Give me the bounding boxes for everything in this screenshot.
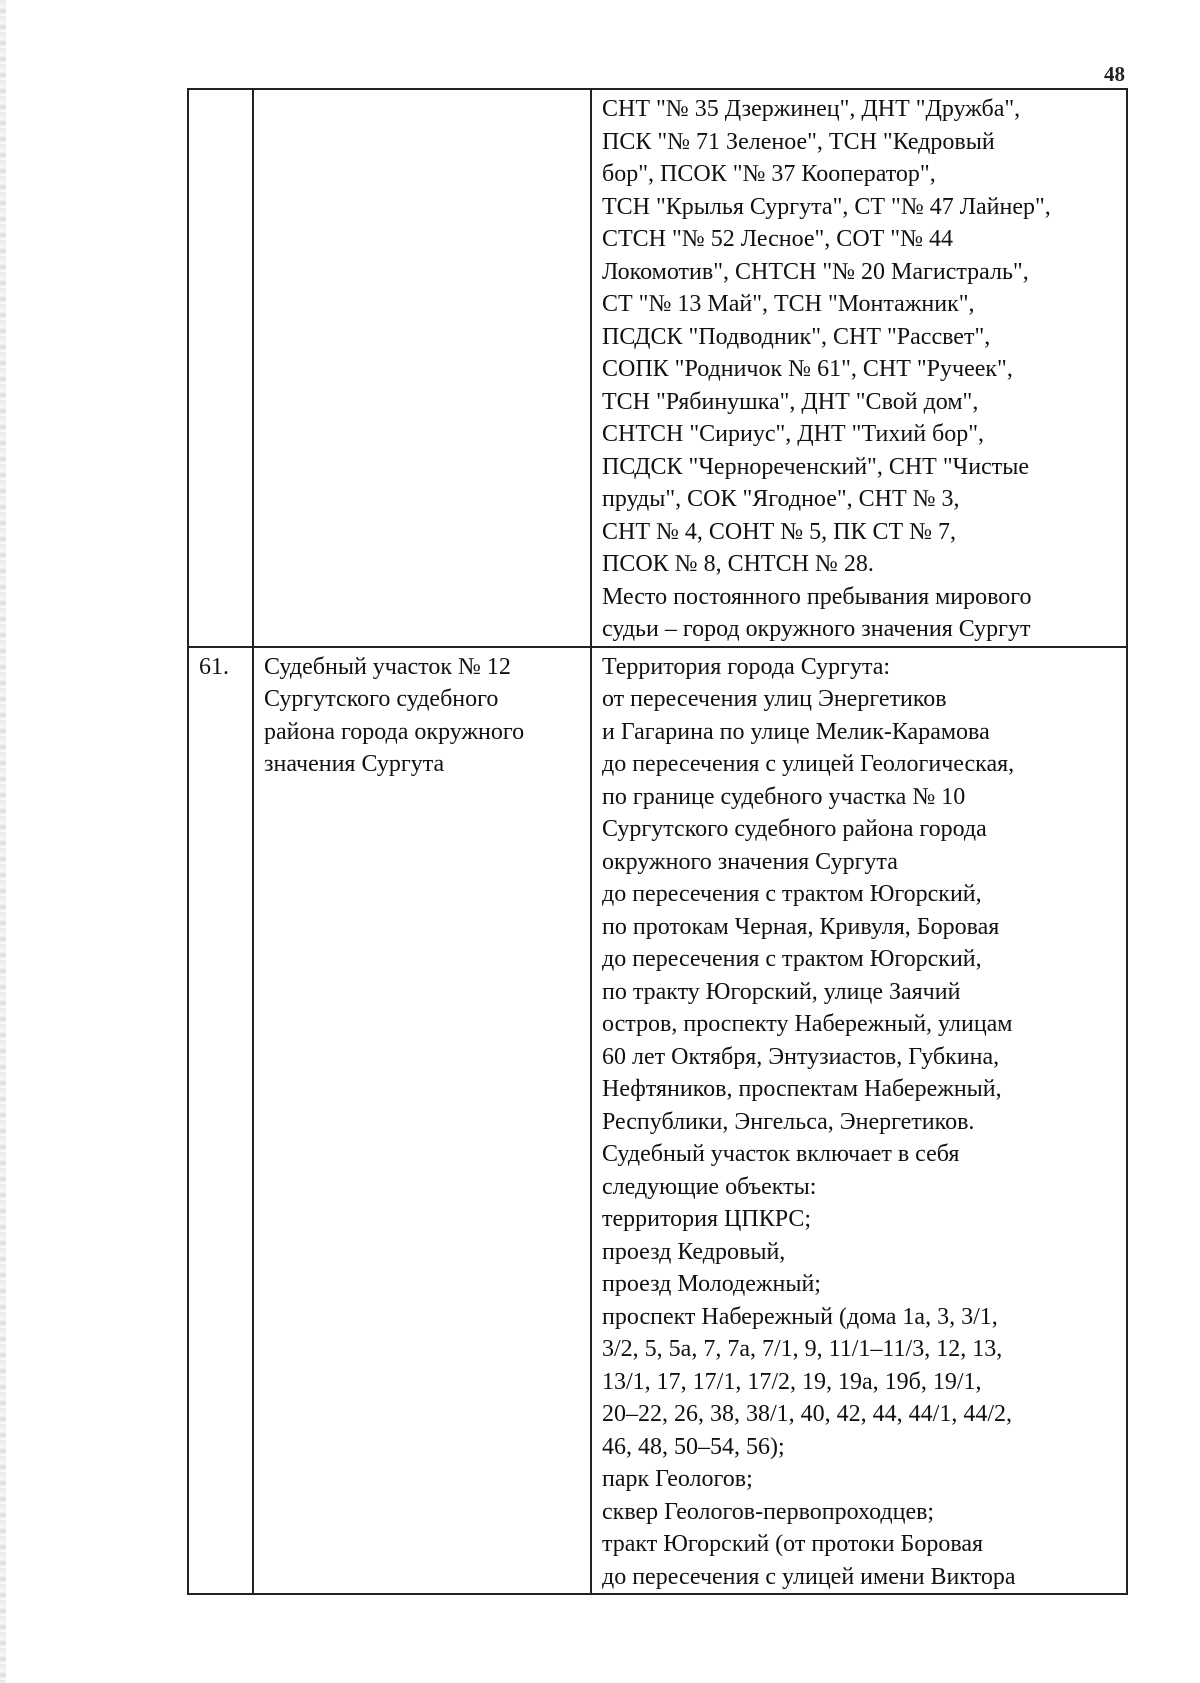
territory-line: СНТ № 4, СОНТ № 5, ПК СТ № 7, [602,518,957,545]
territory-line: сквер Геологов-первопроходцев; [602,1498,935,1525]
district-name-line: Сургутского судебного [264,686,499,712]
territory-line: пруды", СОК "Ягодное", СНТ № 3, [602,486,960,512]
territory-line: Судебный участок включает в себя [602,1141,960,1167]
scan-edge [0,0,6,1683]
row-number-cell [188,89,253,647]
territory-line: проезд Молодежный; [602,1271,821,1297]
territory-line: по тракту Югорский, улице Заячий [602,978,961,1005]
territory-line: территория ЦПКРС; [602,1206,812,1232]
territory-cell [591,89,1127,647]
territory-line: СТ "№ 13 Май", ТСН "Монтажник", [602,291,975,317]
table-row-continuation [188,89,1127,647]
court-districts-table [187,88,1128,1595]
district-name-line: Судебный участок № 12 [264,653,511,680]
territory-line: 13/1, 17, 17/1, 17/2, 19, 19а, 19б, 19/1, [602,1368,982,1395]
territory-line: остров, проспекту Набережный, улицам [602,1011,1013,1037]
territory-line: 20–22, 26, 38, 38/1, 40, 42, 44, 44/1, 44/2, [602,1401,1013,1427]
territory-line: 3/2, 5, 5а, 7, 7а, 7/1, 9, 11/1–11/3, 12, 13, [602,1336,1003,1362]
territory-line: от пересечения улиц Энергетиков [602,686,947,712]
territory-line: до пересечения с трактом Югорский, [602,881,982,907]
territory-line: ПСДСК "Подводник", СНТ "Рассвет", [602,323,991,350]
territory-line: проспект Набережный (дома 1а, 3, 3/1, [602,1303,998,1330]
territory-line: Нефтяников, проспектам Набережный, [602,1076,1002,1102]
territory-line: 60 лет Октября, Энтузиастов, Губкина, [602,1043,1000,1070]
territory-line: ПСОК № 8, СНТСН № 28. [602,551,874,577]
territory-line: Место постоянного пребывания мирового [602,583,1032,610]
district-name-cell [253,89,591,647]
territory-line: СНТ "№ 35 Дзержинец", ДНТ "Дружба", [602,96,1021,122]
territory-line: ПСК "№ 71 Зеленое", ТСН "Кедровый [602,128,995,155]
territory-line: окружного значения Сургута [602,848,898,875]
territory-line: по протокам Черная, Кривуля, Боровая [602,913,1000,940]
territory-line: СОПК "Родничок № 61", СНТ "Ручеек", [602,356,1013,382]
territory-line: проезд Кедровый, [602,1238,786,1265]
territory-line: ПСДСК "Чернореченский", СНТ "Чистые [602,453,1029,480]
territory-line: Республики, Энгельса, Энергетиков. [602,1108,975,1135]
territory-line: бор", ПСОК "№ 37 Кооператор", [602,161,936,187]
territory-line: Территория города Сургута: [602,653,891,680]
territory-line: судьи – город окружного значения Сургут [602,616,1031,642]
territory-line: тракт Югорский (от протоки Боровая [602,1531,984,1557]
territory-line: и Гагарина по улице Мелик-Карамова [602,718,990,745]
territory-line: ТСН "Рябинушка", ДНТ "Свой дом", [602,388,979,415]
territory-line: СТСН "№ 52 Лесное", СОТ "№ 44 [602,226,953,252]
territory-line: Локомотив", СНТСН "№ 20 Магистраль", [602,258,1029,285]
table-row-61 [188,647,1127,1595]
territory-cell [591,647,1127,1595]
district-name-line: района города окружного [264,718,525,745]
territory-line: СНТСН "Сириус", ДНТ "Тихий бор", [602,421,985,447]
territory-line: Сургутского судебного района города [602,816,987,842]
page-number: 48 [1104,62,1125,86]
territory-line: до пересечения с трактом Югорский, [602,946,982,972]
district-name-cell [253,647,591,1595]
district-name-line: значения Сургута [264,751,445,777]
territory-line: парк Геологов; [602,1466,753,1492]
row-number: 61. [199,653,229,680]
territory-line: до пересечения с улицей имени Виктора [602,1563,1016,1590]
territory-line: ТСН "Крылья Сургута", СТ "№ 47 Лайнер", [602,193,1051,220]
territory-line: по границе судебного участка № 10 [602,783,966,810]
row-number-cell [188,647,253,1595]
territory-line: до пересечения с улицей Геологическая, [602,751,1015,777]
territory-line: следующие объекты: [602,1173,817,1200]
territory-line: 46, 48, 50–54, 56); [602,1433,785,1460]
